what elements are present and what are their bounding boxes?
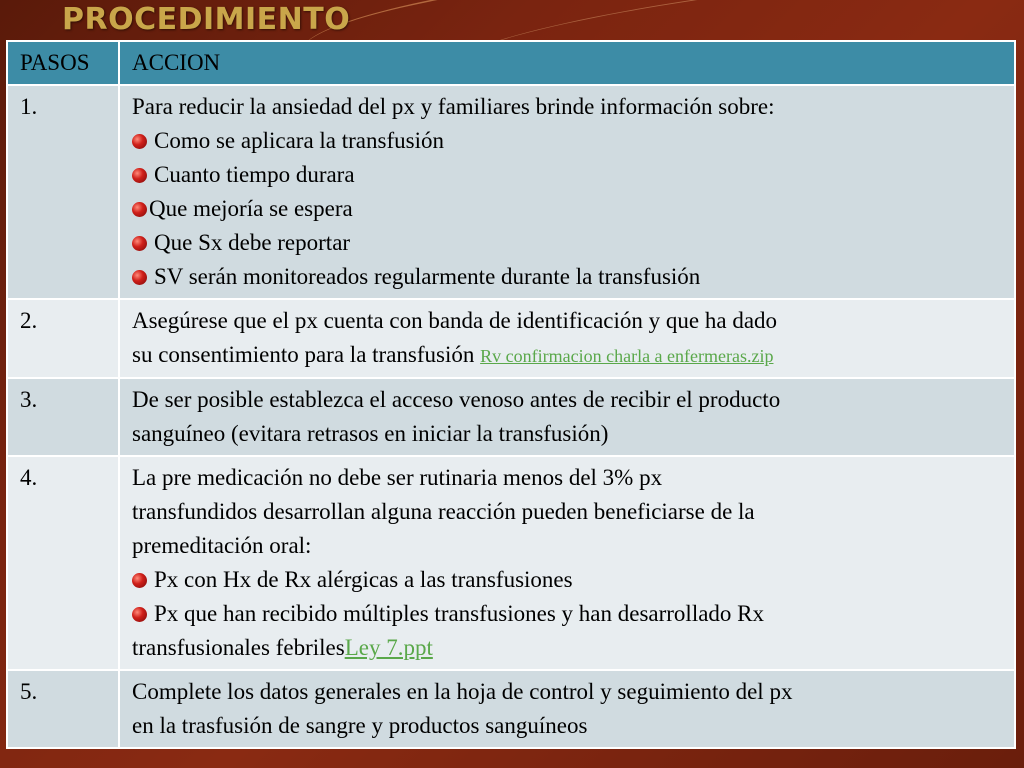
- list-item: [132, 563, 1004, 597]
- bullet-text: SV serán monitoreados regularmente durante la transfusión: [154, 264, 701, 289]
- step-number: 2.: [7, 299, 119, 378]
- red-bullet-icon: [132, 236, 147, 251]
- action-cell: [119, 378, 1015, 456]
- ppt-file-link[interactable]: Ley 7.ppt: [344, 635, 433, 660]
- table-row: [7, 670, 1015, 748]
- action-text: De ser posible establezca el acceso venoso antes de recibir el producto: [132, 387, 781, 412]
- list-item: [132, 597, 1004, 631]
- zip-file-link[interactable]: Rv confirmacion charla a enfermeras.zip: [480, 346, 774, 366]
- header-step: PASOS: [7, 41, 119, 85]
- action-text: transfundidos desarrollan alguna reacción pueden beneficiarse de la: [132, 499, 755, 524]
- step-number: 3.: [7, 378, 119, 456]
- action-text-part: su consentimiento para la transfusión: [132, 342, 481, 367]
- step-number: 1.: [7, 85, 119, 299]
- bullet-text: Px que han recibido múltiples transfusiones y han desarrollado Rx: [154, 601, 765, 626]
- step-number: 4.: [7, 456, 119, 670]
- action-text: en la trasfusión de sangre y productos sanguíneos: [132, 713, 588, 738]
- list-item: [132, 226, 1004, 260]
- red-bullet-icon: [132, 168, 147, 183]
- red-bullet-icon: [132, 202, 147, 217]
- action-cell: [119, 670, 1015, 748]
- slide-title: PROCEDIMIENTO: [62, 2, 351, 37]
- bullet-text: Que Sx debe reportar: [154, 230, 351, 255]
- action-cell: [119, 85, 1015, 299]
- table-row: [7, 299, 1015, 378]
- table-row: [7, 378, 1015, 456]
- bullet-text: Cuanto tiempo durara: [154, 162, 355, 187]
- list-item: [132, 260, 1004, 294]
- step-number: 5.: [7, 670, 119, 748]
- header-action: ACCION: [119, 41, 1015, 85]
- table-header-row: [7, 41, 1015, 85]
- table-row: [7, 85, 1015, 299]
- red-bullet-icon: [132, 573, 147, 588]
- action-text: [132, 338, 1004, 373]
- action-text: [132, 631, 1004, 665]
- list-item: [132, 192, 1004, 226]
- bullet-text: Como se aplicara la transfusión: [154, 128, 444, 153]
- table-row: [7, 456, 1015, 670]
- procedure-table: [6, 40, 1016, 749]
- red-bullet-icon: [132, 134, 147, 149]
- action-text-part: transfusionales febriles: [132, 635, 345, 660]
- action-text: sanguíneo (evitara retrasos en iniciar la transfusión): [132, 421, 609, 446]
- bullet-text: Que mejoría se espera: [149, 196, 353, 221]
- red-bullet-icon: [132, 607, 147, 622]
- action-text: Para reducir la ansiedad del px y familiares brinde información sobre:: [132, 94, 775, 119]
- action-text: La pre medicación no debe ser rutinaria menos del 3% px: [132, 465, 663, 490]
- red-bullet-icon: [132, 270, 147, 285]
- action-cell: [119, 299, 1015, 378]
- action-text: Complete los datos generales en la hoja de control y seguimiento del px: [132, 679, 793, 704]
- action-text: Asegúrese que el px cuenta con banda de identificación y que ha dado: [132, 308, 778, 333]
- list-item: [132, 158, 1004, 192]
- action-cell: [119, 456, 1015, 670]
- bullet-text: Px con Hx de Rx alérgicas a las transfusiones: [154, 567, 573, 592]
- action-text: premeditación oral:: [132, 533, 312, 558]
- list-item: [132, 124, 1004, 158]
